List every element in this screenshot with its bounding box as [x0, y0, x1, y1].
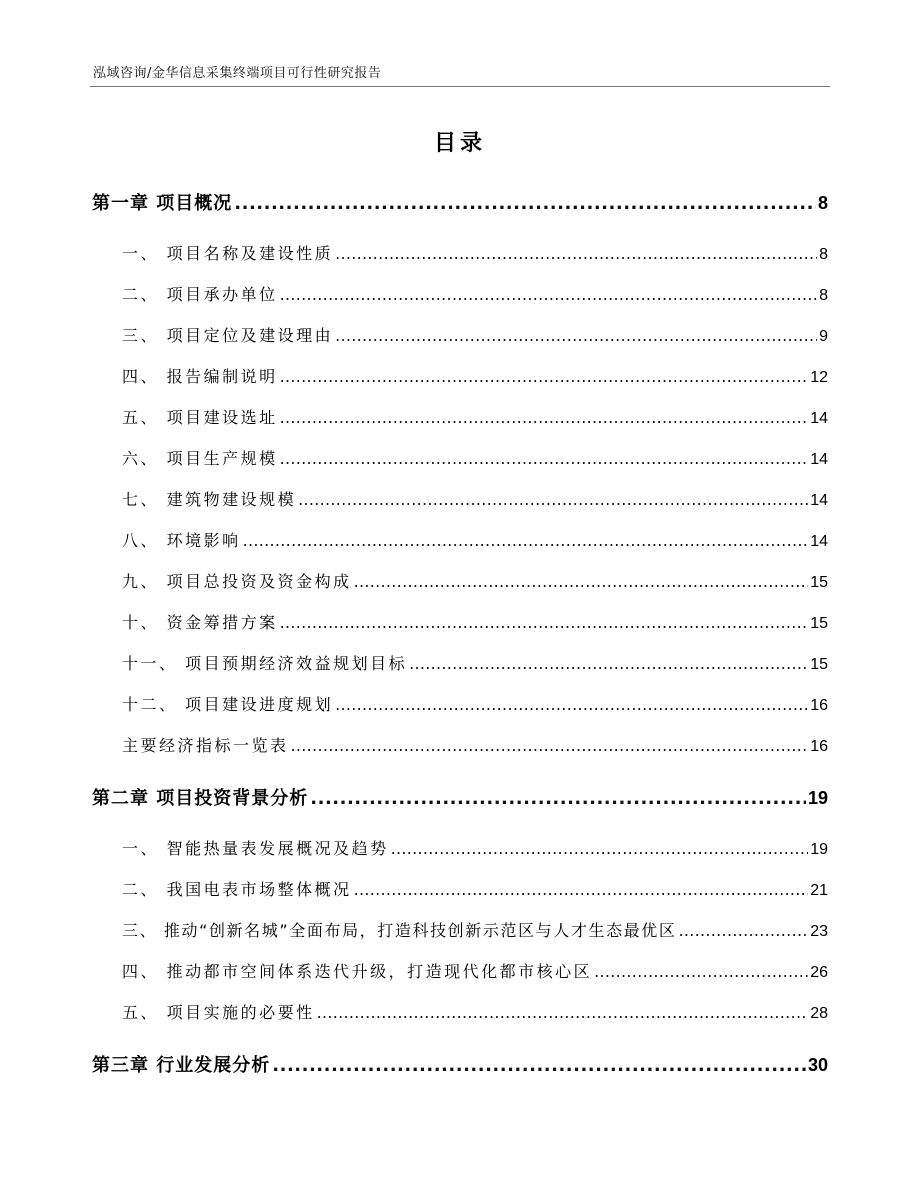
toc-page-number: 15 — [810, 574, 828, 591]
toc-entry-label: 三、 推动“创新名城”全面布局，打造科技创新示范区与人才生态最优区 — [122, 921, 677, 940]
toc-leader-dots — [280, 367, 809, 386]
toc-leader-dots — [280, 285, 818, 304]
toc-leader-dots — [335, 695, 808, 714]
toc-entry-label: 二、 项目承办单位 — [122, 285, 278, 304]
toc-leader-dots — [280, 613, 809, 632]
toc-entry-label: 五、 项目实施的必要性 — [122, 1003, 315, 1022]
toc-section[interactable] — [122, 528, 828, 551]
toc-page-number: 23 — [810, 923, 828, 940]
toc-section[interactable] — [122, 692, 828, 715]
toc-section[interactable] — [122, 405, 828, 428]
toc-entry-label: 一、 项目名称及建设性质 — [122, 244, 334, 263]
toc-page-number: 16 — [810, 738, 828, 755]
toc-page-number: 14 — [810, 451, 828, 468]
toc-section[interactable] — [122, 364, 828, 387]
toc-section[interactable] — [122, 836, 828, 859]
toc-page-number: 8 — [817, 193, 828, 213]
toc-entry-label: 主要经济指标一览表 — [122, 736, 289, 755]
toc-entry-label: 二、 我国电表市场整体概况 — [122, 880, 352, 899]
toc-leader-dots — [243, 531, 809, 550]
toc-leader-dots — [310, 788, 806, 809]
toc-leader-dots — [354, 572, 809, 591]
toc-section[interactable] — [122, 959, 828, 982]
toc-entry-label: 第一章 项目概况 — [92, 193, 233, 214]
document-header: 泓域咨询/金华信息采集终端项目可行性研究报告 — [93, 66, 382, 81]
toc-leader-dots — [280, 408, 809, 427]
toc-section[interactable] — [122, 487, 828, 510]
toc-title: 目录 — [433, 131, 486, 156]
toc-section[interactable] — [122, 282, 828, 305]
toc-leader-dots — [594, 962, 808, 981]
toc-section[interactable] — [122, 877, 828, 900]
toc-section[interactable] — [122, 569, 828, 592]
toc-leader-dots — [335, 326, 817, 345]
toc-entry-label: 四、 推动都市空间体系迭代升级，打造现代化都市核心区 — [122, 962, 593, 981]
toc-section[interactable] — [122, 446, 828, 469]
toc-section[interactable] — [122, 323, 828, 346]
toc-page-number: 14 — [810, 533, 828, 550]
toc-page-number: 26 — [810, 964, 828, 981]
toc-leader-dots — [678, 921, 808, 940]
toc-entry-label: 三、 项目定位及建设理由 — [122, 326, 334, 345]
toc-page-number: 16 — [810, 697, 828, 714]
toc-section[interactable] — [122, 651, 828, 674]
toc-entry-label: 六、 项目生产规模 — [122, 449, 278, 468]
toc-entry-label: 第三章 行业发展分析 — [92, 1055, 271, 1076]
toc-page-number: 8 — [819, 246, 828, 263]
toc-section[interactable] — [122, 610, 828, 633]
toc-leader-dots — [280, 449, 809, 468]
toc-page-number: 14 — [810, 492, 828, 509]
toc-entry-label: 四、 报告编制说明 — [122, 367, 278, 386]
toc-leader-dots — [335, 244, 817, 263]
toc-page-number: 30 — [807, 1055, 828, 1075]
toc-page-number: 15 — [810, 615, 828, 632]
toc-section[interactable] — [122, 918, 828, 941]
toc-page-number: 28 — [810, 1005, 828, 1022]
toc-entry-label: 十二、 项目建设进度规划 — [122, 695, 334, 714]
toc-leader-dots — [272, 1055, 806, 1076]
toc-leader-dots — [291, 736, 809, 755]
toc-chapter-1[interactable] — [92, 189, 828, 215]
toc-leader-dots — [298, 490, 808, 509]
toc-page-number: 19 — [810, 841, 828, 858]
header-divider — [90, 86, 830, 87]
toc-page-number: 9 — [819, 328, 828, 345]
toc-entry-label: 十一、 项目预期经济效益规划目标 — [122, 654, 408, 673]
toc-entry-label: 第二章 项目投资背景分析 — [92, 788, 309, 809]
toc-section[interactable] — [122, 733, 828, 756]
toc-entry-label: 一、 智能热量表发展概况及趋势 — [122, 839, 389, 858]
toc-leader-dots — [317, 1003, 809, 1022]
toc-section[interactable] — [122, 241, 828, 264]
toc-leader-dots — [354, 880, 809, 899]
toc-section[interactable] — [122, 1000, 828, 1023]
toc-page-number: 19 — [807, 788, 828, 808]
toc-chapter-3[interactable] — [92, 1051, 828, 1077]
toc-page-number: 8 — [819, 287, 828, 304]
toc-page-number: 15 — [810, 656, 828, 673]
toc-page-number: 12 — [810, 369, 828, 386]
toc-leader-dots — [391, 839, 809, 858]
toc-page-number: 14 — [810, 410, 828, 427]
toc-chapter-2[interactable] — [92, 784, 828, 810]
toc-entry-label: 五、 项目建设选址 — [122, 408, 278, 427]
toc-entry-label: 十、 资金筹措方案 — [122, 613, 278, 632]
toc-leader-dots — [409, 654, 808, 673]
toc-entry-label: 九、 项目总投资及资金构成 — [122, 572, 352, 591]
toc-page-number: 21 — [810, 882, 828, 899]
toc-entry-label: 七、 建筑物建设规模 — [122, 490, 297, 509]
toc-leader-dots — [234, 193, 816, 214]
toc-entry-label: 八、 环境影响 — [122, 531, 241, 550]
